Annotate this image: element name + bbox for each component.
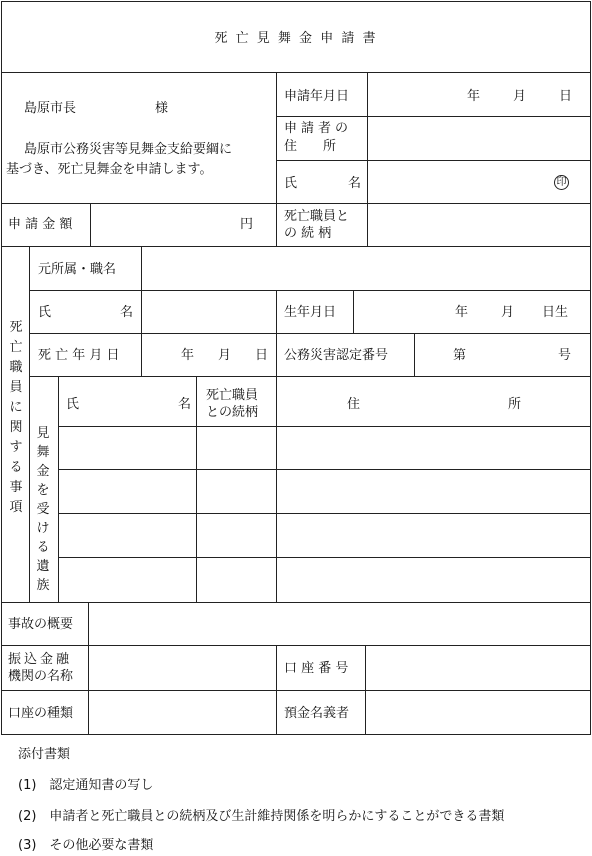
birth-month: 月: [501, 305, 515, 320]
form-title: 死 亡 見 舞 金 申 請 書: [214, 31, 378, 46]
attachment-item-3: (3) その他必要な書類: [18, 838, 154, 853]
bank-name-label-1: 振込金融: [8, 652, 73, 667]
bank-name-label-2: 機関の名称: [8, 669, 74, 684]
former-post-label: 元所属・職名: [38, 262, 117, 277]
amount-unit: 円: [240, 217, 254, 232]
applicant-address-label-2: 住 所: [284, 139, 337, 154]
certification-prefix: 第: [453, 348, 467, 363]
birth-year: 年: [455, 305, 469, 320]
survivor-col-relation-2: との続柄: [206, 405, 259, 420]
certification-label: 公務災害認定番号: [284, 348, 389, 363]
death-month: 月: [218, 348, 232, 363]
account-number-label: 口 座 番 号: [284, 661, 349, 676]
attachments-heading: 添付書類: [18, 747, 71, 762]
birth-day: 日生: [542, 305, 569, 320]
applicant-name-label-a: 氏: [284, 176, 298, 191]
birth-date-label: 生年月日: [284, 305, 337, 320]
accident-label: 事故の概要: [8, 617, 74, 632]
account-holder-label: 預金名義者: [284, 706, 350, 721]
applicant-name-label-b: 名: [348, 176, 362, 191]
account-type-label: 口座の種類: [8, 706, 74, 721]
application-date-day: 日: [559, 89, 573, 104]
attachment-item-1: (1) 認定通知書の写し: [18, 778, 154, 793]
death-day: 日: [255, 348, 269, 363]
death-date-label: 死 亡 年 月 日: [38, 348, 120, 363]
survivors-section-label: 見舞金を受ける遺族: [36, 426, 50, 593]
deceased-section-label: 死亡職員に関する事項: [9, 320, 23, 515]
attachment-item-2: (2) 申請者と死亡職員との続柄及び生計維持関係を明らかにすることができる書類: [18, 809, 505, 824]
addressee-name: 島原市長: [24, 101, 77, 116]
relation-label-1: 死亡職員と: [284, 209, 350, 224]
survivor-col-name-b: 名: [178, 397, 192, 412]
amount-label: 申 請 金 額: [8, 217, 73, 232]
application-date-label: 申請年月日: [284, 89, 350, 104]
certification-suffix: 号: [558, 348, 572, 363]
form-frame: [1, 1, 591, 735]
deceased-name-label-a: 氏: [38, 305, 52, 320]
seal-icon: 印: [554, 175, 569, 190]
death-year: 年: [181, 348, 195, 363]
statement-line-2: 基づき、死亡見舞金を申請します。: [6, 162, 213, 177]
deceased-name-label-b: 名: [120, 305, 134, 320]
survivor-col-address-b: 所: [508, 397, 522, 412]
addressee-honorific: 様: [155, 101, 169, 116]
application-date-month: 月: [513, 89, 527, 104]
relation-label-2: の 続 柄: [284, 226, 332, 241]
survivor-col-relation-1: 死亡職員: [206, 388, 259, 403]
application-date-year: 年: [467, 89, 481, 104]
applicant-address-label-1: 申請者の: [284, 121, 353, 136]
survivor-col-name-a: 氏: [66, 397, 80, 412]
survivor-col-address-a: 住: [347, 397, 361, 412]
statement-line-1: 島原市公務災害等見舞金支給要綱に: [24, 142, 233, 157]
applicant-address-value[interactable]: [372, 130, 584, 150]
